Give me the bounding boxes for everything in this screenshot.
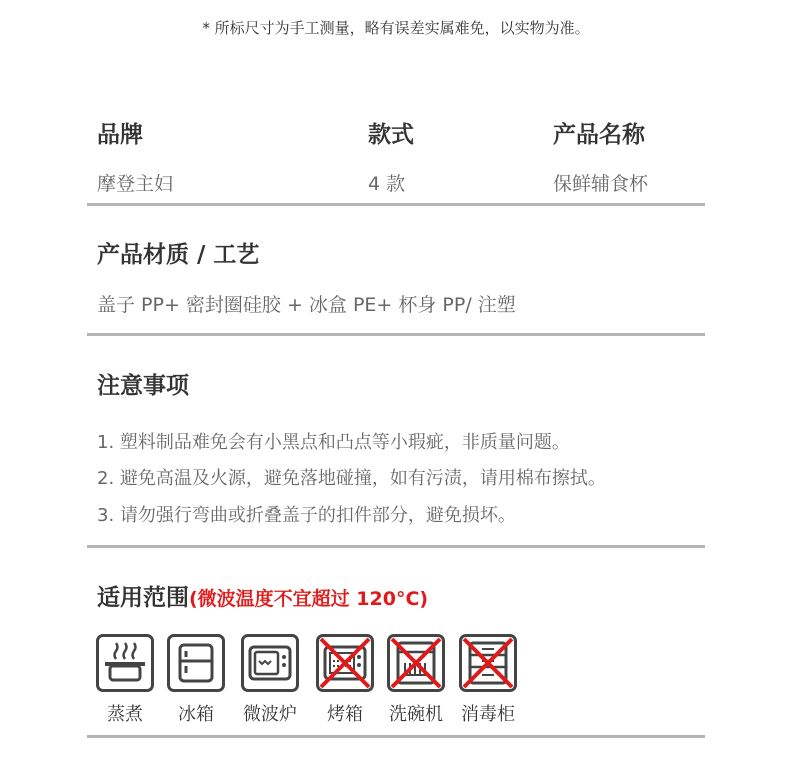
product-name-label: 产品名称 [553, 122, 645, 148]
notice-title: 注意事项 [97, 373, 189, 399]
usage-label-steam: 蒸煮 [107, 704, 143, 725]
notice-item-2: 2. 避免高温及火源，避免落地碰撞，如有污渍，请用棉布擦拭。 [97, 468, 606, 489]
divider [87, 545, 705, 548]
brand-label: 品牌 [97, 122, 143, 148]
usage-label-microwave: 微波炉 [243, 704, 297, 725]
usage-label-dishwasher: 洗碗机 [389, 704, 443, 725]
brand-value: 摩登主妇 [97, 173, 174, 195]
notice-item-1: 1. 塑料制品难免会有小黑点和凸点等小瑕疵，非质量问题。 [97, 432, 570, 453]
dishwasher-icon [387, 634, 445, 692]
usage-label-sterilizer: 消毒柜 [461, 704, 515, 725]
usage-title [97, 579, 428, 612]
material-title: 产品材质 / 工艺 [97, 242, 260, 268]
product-name-value: 保鲜辅食杯 [553, 173, 649, 195]
fridge-icon [167, 634, 225, 692]
style-label: 款式 [368, 122, 414, 148]
microwave-icon [241, 634, 299, 692]
usage-title-text: 适用范围 [97, 585, 189, 611]
microwave-temp-warning: (微波温度不宜超过 120°C) [189, 588, 429, 610]
divider [87, 333, 705, 336]
material-text: 盖子 PP+ 密封圈硅胶 + 冰盒 PE+ 杯身 PP/ 注塑 [97, 294, 516, 316]
sterilizer-icon [459, 634, 517, 692]
notice-item-3: 3. 请勿强行弯曲或折叠盖子的扣件部分，避免损坏。 [97, 505, 516, 526]
measurement-note: * 所标尺寸为手工测量，略有误差实属难免，以实物为准。 [202, 19, 590, 37]
style-value: 4 款 [368, 173, 406, 195]
divider [87, 735, 705, 738]
divider [87, 203, 705, 206]
usage-label-oven: 烤箱 [327, 704, 363, 725]
usage-label-fridge: 冰箱 [178, 704, 214, 725]
steam-pot-icon [96, 634, 154, 692]
oven-icon [316, 634, 374, 692]
